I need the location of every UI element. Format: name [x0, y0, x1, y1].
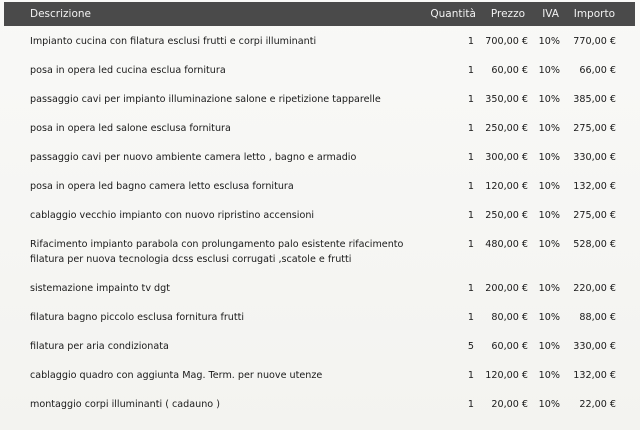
header-quantita: Quantità — [430, 8, 476, 20]
row-description: posa in opera led bagno camera letto esclusa fornitura — [30, 181, 294, 192]
row-quantity: 1 — [467, 181, 474, 192]
row-amount: 528,00 € — [573, 239, 616, 250]
row-iva: 10% — [538, 370, 560, 381]
row-iva: 10% — [538, 399, 560, 410]
row-price: 200,00 € — [485, 283, 528, 294]
row-iva: 10% — [538, 312, 560, 323]
row-quantity: 1 — [467, 210, 474, 221]
row-amount: 275,00 € — [573, 210, 616, 221]
row-description: posa in opera led cucina esclua fornitura — [30, 65, 226, 76]
row-amount: 330,00 € — [573, 341, 616, 352]
row-description-line2: filatura per nuova tecnologia dcss esclusi corrugati ,scatole e frutti — [30, 254, 352, 265]
row-amount: 66,00 € — [579, 65, 616, 76]
row-quantity: 1 — [467, 283, 474, 294]
row-quantity: 5 — [467, 341, 474, 352]
row-amount: 220,00 € — [573, 283, 616, 294]
row-description — [30, 237, 403, 267]
row-description: cablaggio vecchio impianto con nuovo ripristino accensioni — [30, 210, 315, 221]
header-iva: IVA — [542, 8, 559, 20]
row-price: 120,00 € — [485, 370, 528, 381]
row-price: 700,00 € — [485, 36, 528, 47]
row-description: cablaggio quadro con aggiunta Mag. Term. per nuove utenze — [30, 370, 323, 381]
row-iva: 10% — [538, 36, 560, 47]
row-price: 250,00 € — [485, 210, 528, 221]
row-iva: 10% — [538, 341, 560, 352]
row-description: montaggio corpi illuminanti ( cadauno ) — [30, 399, 220, 410]
row-quantity: 1 — [467, 239, 474, 250]
row-iva: 10% — [538, 210, 560, 221]
header-importo: Importo — [573, 8, 615, 20]
row-price: 350,00 € — [485, 94, 528, 105]
row-description-line1: Rifacimento impianto parabola con prolungamento palo esistente rifacimento — [30, 239, 404, 250]
row-quantity: 1 — [467, 36, 474, 47]
row-quantity: 1 — [467, 65, 474, 76]
row-description: filatura per aria condizionata — [30, 341, 169, 352]
row-description: Impianto cucina con filatura esclusi frutti e corpi illuminanti — [30, 36, 317, 47]
row-amount: 22,00 € — [579, 399, 616, 410]
row-quantity: 1 — [467, 312, 474, 323]
row-quantity: 1 — [467, 399, 474, 410]
row-iva: 10% — [538, 94, 560, 105]
row-iva: 10% — [538, 283, 560, 294]
row-quantity: 1 — [467, 94, 474, 105]
row-iva: 10% — [538, 239, 560, 250]
row-amount: 385,00 € — [573, 94, 616, 105]
row-price: 60,00 € — [491, 65, 528, 76]
row-price: 120,00 € — [485, 181, 528, 192]
row-amount: 275,00 € — [573, 123, 616, 134]
row-description: sistemazione impainto tv dgt — [30, 283, 170, 294]
row-amount: 88,00 € — [579, 312, 616, 323]
header-descrizione: Descrizione — [30, 8, 91, 20]
row-amount: 132,00 € — [573, 181, 616, 192]
row-description: passaggio cavi per impianto illuminazione salone e ripetizione tapparelle — [30, 94, 381, 105]
row-price: 80,00 € — [491, 312, 528, 323]
row-quantity: 1 — [467, 123, 474, 134]
row-amount: 330,00 € — [573, 152, 616, 163]
row-amount: 770,00 € — [573, 36, 616, 47]
row-iva: 10% — [538, 181, 560, 192]
row-iva: 10% — [538, 152, 560, 163]
row-description: filatura bagno piccolo esclusa fornitura frutti — [30, 312, 245, 323]
row-price: 300,00 € — [485, 152, 528, 163]
row-price: 20,00 € — [491, 399, 528, 410]
table-header — [4, 2, 635, 26]
row-price: 480,00 € — [485, 239, 528, 250]
header-prezzo: Prezzo — [490, 8, 525, 20]
row-price: 250,00 € — [485, 123, 528, 134]
row-iva: 10% — [538, 65, 560, 76]
row-description: passaggio cavi per nuovo ambiente camera letto , bagno e armadio — [30, 152, 357, 163]
row-price: 60,00 € — [491, 341, 528, 352]
row-description: posa in opera led salone esclusa fornitura — [30, 123, 231, 134]
row-iva: 10% — [538, 123, 560, 134]
row-quantity: 1 — [467, 152, 474, 163]
row-amount: 132,00 € — [573, 370, 616, 381]
row-quantity: 1 — [467, 370, 474, 381]
